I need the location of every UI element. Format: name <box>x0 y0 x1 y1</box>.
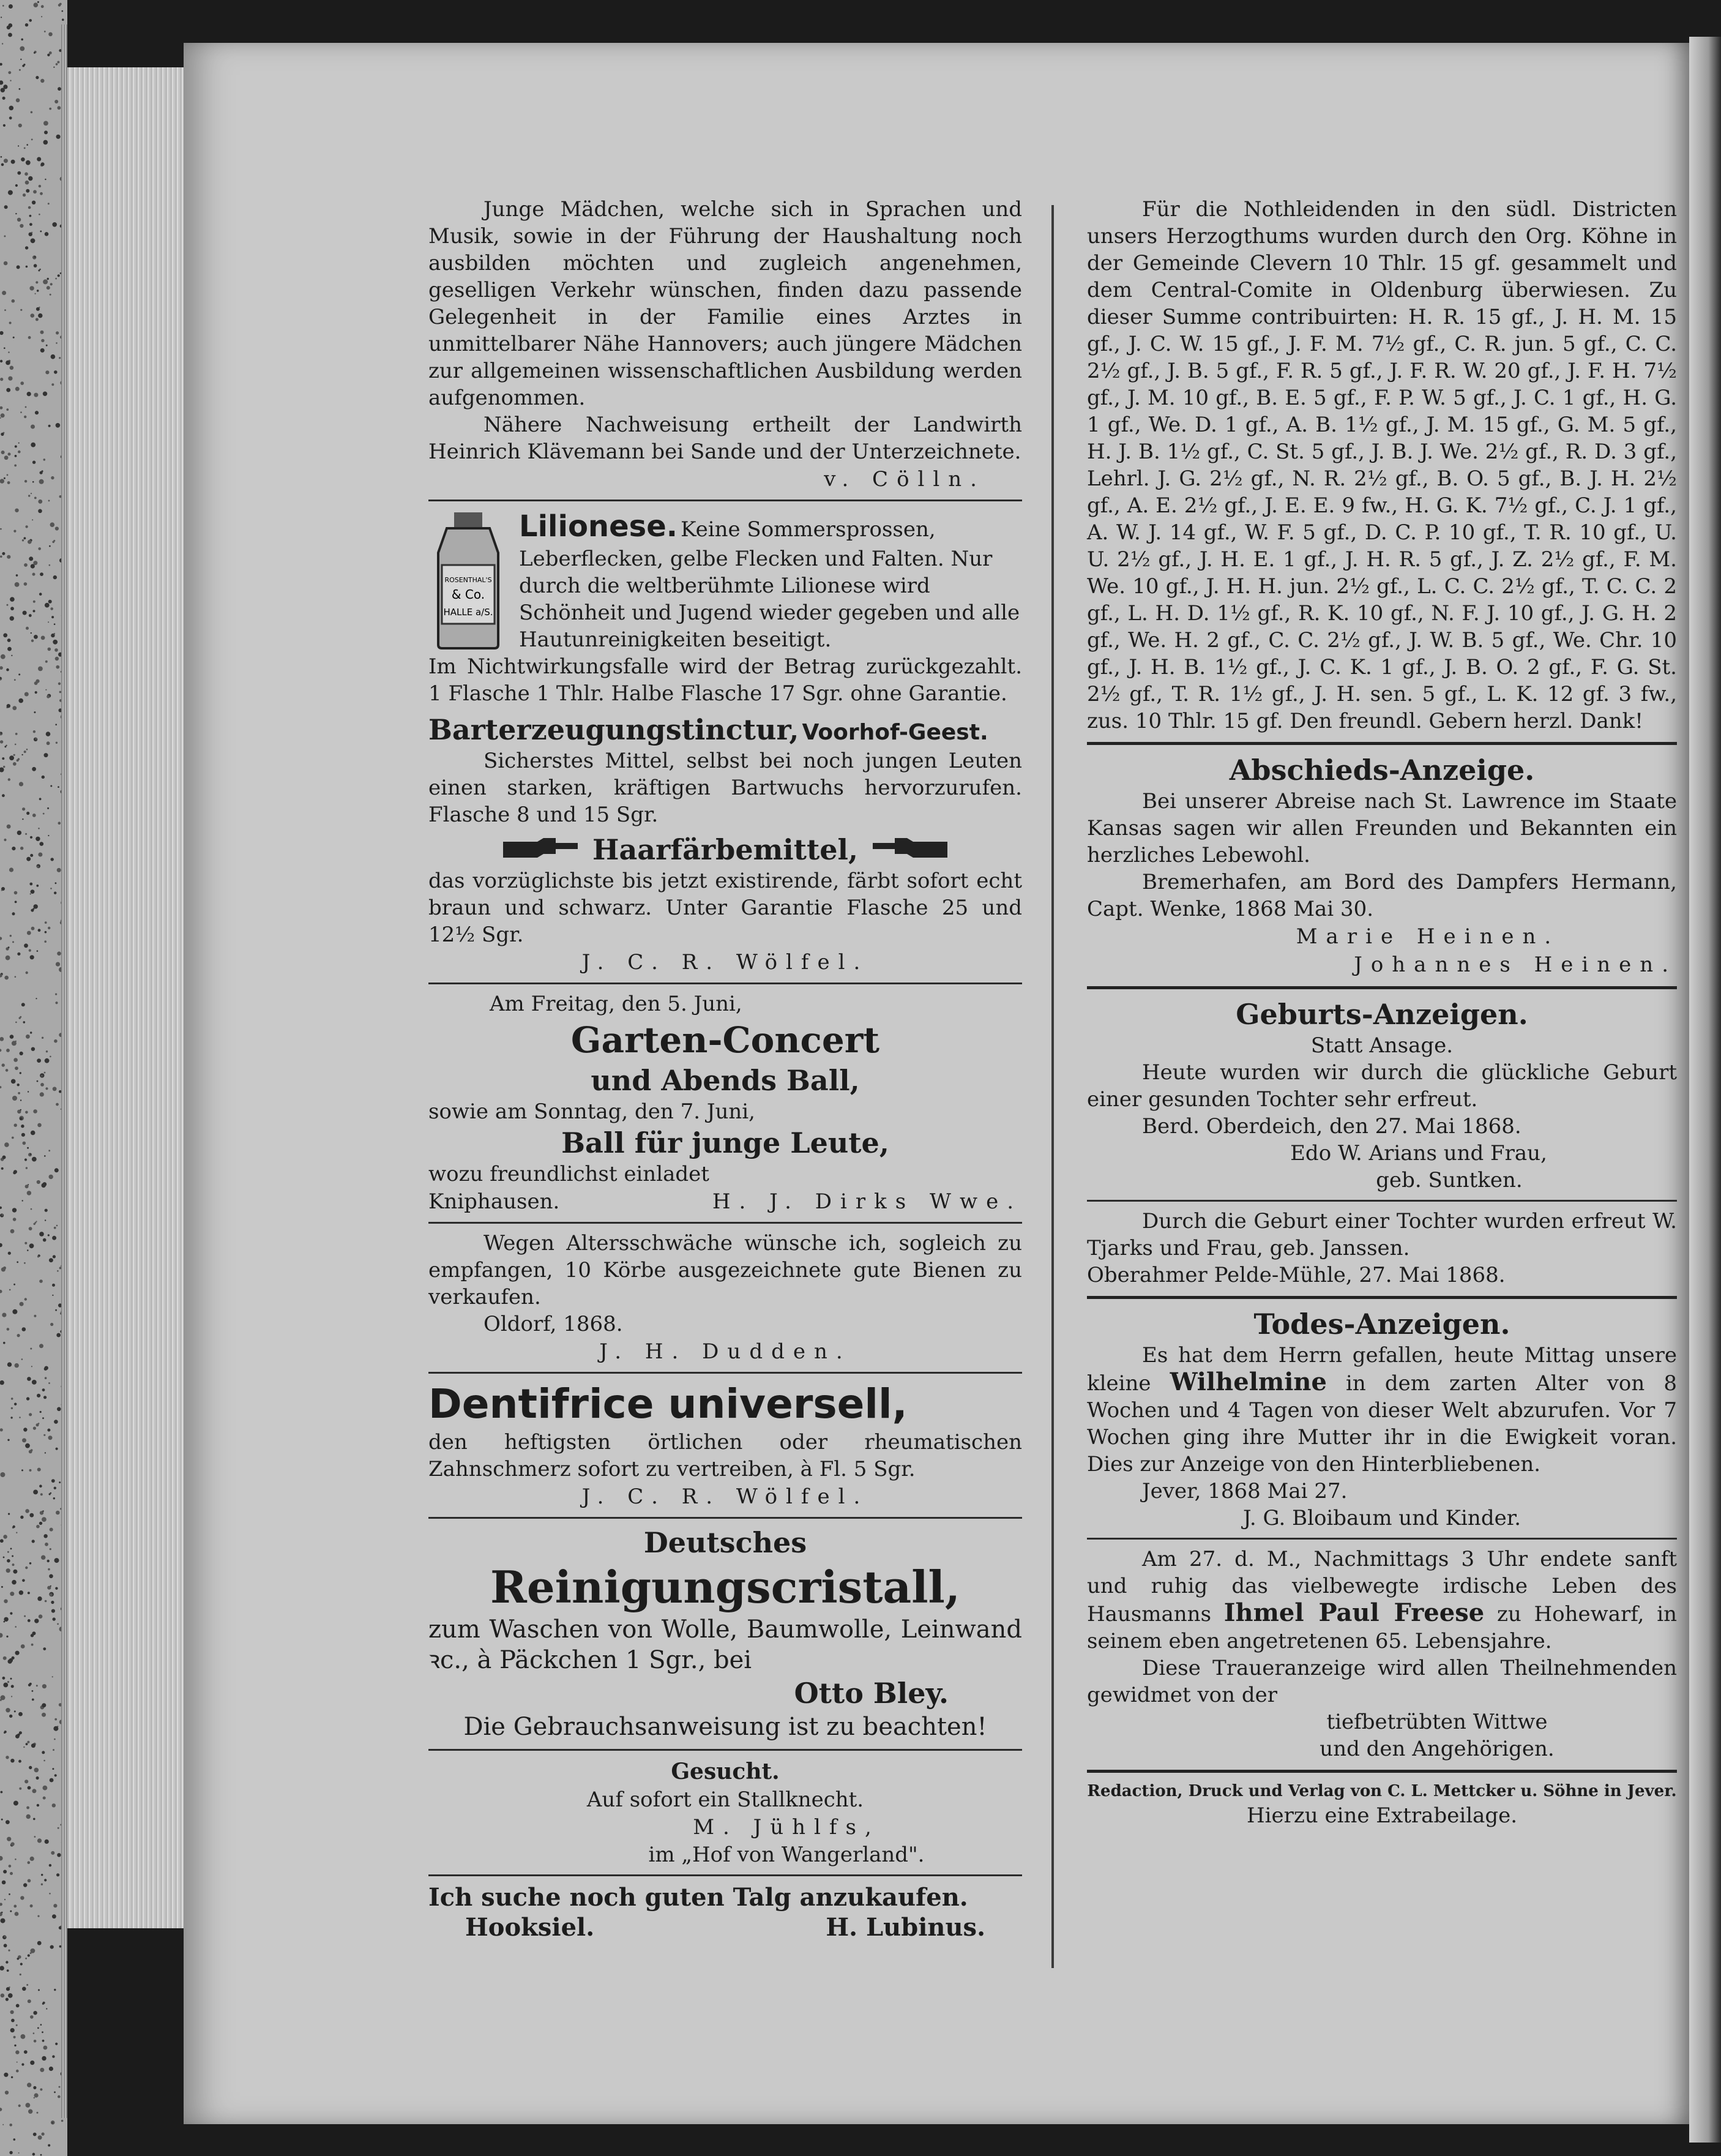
separator <box>1087 1296 1677 1299</box>
ad-concert-date: Am Freitag, den 5. Juni, <box>490 992 742 1016</box>
pointing-hand-icon <box>870 836 950 864</box>
book-block-edge <box>61 24 67 2118</box>
ad-talg-place: Hooksiel. <box>465 1913 595 1942</box>
ad-concert-invite: wozu freundlichst einladet <box>428 1162 709 1186</box>
bottle-label-2: & Co. <box>451 587 485 602</box>
separator <box>1087 1770 1677 1773</box>
ad-barterzeugung-title: Barterzeugungstinctur, <box>428 713 799 746</box>
separator <box>428 1517 1022 1519</box>
farewell-place: Bremerhafen, am Bord des Dampfers Hermann, Capt. Wenke, 1868 Mai 30. <box>1087 870 1677 921</box>
page-right-edge <box>1689 37 1721 2143</box>
ad-haarfaerbe-text: das vorzüglichste bis jetzt existirende, färbt sofort echt braun und schwarz. Unter Garantie Flasche 25 und 12½ Sgr. <box>428 869 1022 947</box>
ad-cristall-text: zum Waschen von Wolle, Baumwolle, Leinwand ꝛc., à Päckchen 1 Sgr., bei <box>428 1615 1022 1674</box>
ad-dentifrice-text: den heftigsten örtlichen oder rheumatischen Zahnschmerz sofort zu vertreiben, à Fl. 5 Sgr. <box>428 1430 1022 1481</box>
ad-cristall-pretitle: Deutsches <box>643 1526 807 1559</box>
imprint: Redaction, Druck und Verlag von C. L. Mettcker u. Söhne in Jever. <box>1087 1782 1677 1800</box>
births-title: Geburts-Anzeigen. <box>1236 998 1528 1031</box>
ad-haarfaerbe-title: Haarfärbemittel, <box>592 833 858 866</box>
separator <box>428 1874 1022 1876</box>
right-column <box>1087 196 1677 1829</box>
farewell-signature-1: Marie Heinen. <box>1296 924 1560 949</box>
deaths-text-b: in dem zarten Alter von 8 Wochen und 4 Tagen von dieser Welt abzurufen. Vor 7 Wochen ging ihre Mutter ihr in die Ewigkeit voran. Dies zur Anzeige von den Hinterbliebenen. <box>1087 1371 1677 1477</box>
ad-tutoring-text: Junge Mädchen, welche sich in Sprachen und Musik, sowie in der Führung der Haushaltung noch ausbilden möchten und zugleich angenehmen, geselligen Verkehr wünschen, finden dazu passende Gelegenheit in der Familie eines Arztes in unmittelbarer Nähe Hannovers; auch jüngere Mädchen zur allgemeinen wissenschaftlichen Ausbildung werden aufgenommen. <box>428 197 1022 410</box>
ad-bees-place: Oldorf, 1868. <box>483 1312 623 1336</box>
separator <box>1087 742 1677 745</box>
bottle-label-1: ROSENTHAL'S <box>444 576 492 584</box>
ad-concert-sunday: sowie am Sonntag, den 7. Juni, <box>428 1099 755 1124</box>
births-signature-2: geb. Suntken. <box>1376 1168 1523 1192</box>
deaths2-signature-2: und den Angehörigen. <box>1320 1737 1555 1761</box>
ad-concert-signature: H. J. Dirks Wwe. <box>712 1189 1022 1214</box>
separator <box>428 1749 1022 1751</box>
ad-dentifrice-signature: J. C. R. Wölfel. <box>581 1484 869 1509</box>
ad-gesucht-text: Auf sofort ein Stallknecht. <box>586 1787 864 1812</box>
ad-gesucht-title: Gesucht. <box>671 1759 780 1784</box>
separator <box>1087 986 1677 989</box>
deaths-text-a: Es hat dem Herrn gefallen, heute Mittag unsere kleine <box>1087 1343 1677 1396</box>
bottle-icon <box>428 510 508 651</box>
separator <box>1087 1200 1677 1202</box>
ad-barterzeugung-place: Voorhof-Geest. <box>802 720 988 745</box>
deaths2-text-b: zu Hohewarf, in seinem eben angetretenen 65. Lebensjahre. <box>1087 1602 1677 1653</box>
deaths-place: Jever, 1868 Mai 27. <box>1142 1479 1348 1503</box>
ad-haarfaerbe-header <box>428 832 1022 867</box>
ad-lilionese <box>428 507 1022 653</box>
supplement-note: Hierzu eine Extrabeilage. <box>1246 1803 1518 1828</box>
ad-dentifrice-title: Dentifrice universell, <box>428 1380 908 1428</box>
births-signature-1: Edo W. Arians und Frau, <box>1290 1141 1547 1166</box>
separator <box>428 500 1022 501</box>
ad-talg-text: Ich suche noch guten Talg anzukaufen. <box>428 1883 968 1912</box>
ad-haarfaerbe-signature: J. C. R. Wölfel. <box>581 950 869 975</box>
separator <box>1087 1538 1677 1540</box>
births-text-2: Durch die Geburt einer Tochter wurden erfreut W. Tjarks und Frau, geb. Janssen. <box>1087 1209 1677 1260</box>
ad-gesucht-signature: M. Jühlfs, <box>693 1815 880 1840</box>
ad-barterzeugung-text: Sicherstes Mittel, selbst bei noch jungen Leuten einen starken, kräftigen Bartwuchs hervorzurufen. Flasche 8 und 15 Sgr. <box>428 749 1022 827</box>
farewell-signature-2: Johannes Heinen. <box>1354 953 1677 977</box>
ad-tutoring-contact: Nähere Nachweisung ertheilt der Landwirth Heinrich Klävemann bei Sande und der Unterzeichnete. <box>428 413 1022 464</box>
column-divider <box>1051 205 1054 1968</box>
deaths-title: Todes-Anzeigen. <box>1253 1308 1510 1341</box>
deaths2-text-a: Am 27. d. M., Nachmittags 3 Uhr endete sanft und ruhig das vielbewegte irdische Leben des Hausmanns <box>1087 1547 1677 1626</box>
ad-talg-signature: H. Lubinus. <box>826 1913 985 1942</box>
ad-cristall-title: Reinigungscristall, <box>490 1561 960 1613</box>
separator <box>428 1372 1022 1374</box>
births-place: Berd. Oberdeich, den 27. Mai 1868. <box>1142 1114 1521 1139</box>
ad-cristall-note: Die Gebrauchsanweisung ist zu beachten! <box>463 1713 987 1741</box>
ad-lilionese-title: Lilionese. <box>519 509 678 544</box>
left-column <box>428 196 1022 1942</box>
ad-cristall-seller: Otto Bley. <box>794 1677 949 1710</box>
pointing-hand-icon <box>501 836 580 864</box>
farewell-title: Abschieds-Anzeige. <box>1229 754 1535 787</box>
farewell-text: Bei unserer Abreise nach St. Lawrence im Staate Kansas sagen wir allen Freunden und Bekannten ein herzliches Lebewohl. <box>1087 789 1677 867</box>
ad-concert-subtitle: und Abends Ball, <box>591 1064 860 1097</box>
births-text: Heute wurden wir durch die glückliche Geburt einer gesunden Tochter sehr erfreut. <box>1087 1060 1677 1112</box>
ad-concert-place: Kniphausen. <box>428 1189 560 1214</box>
ad-tutoring-signature: v. Cölln. <box>824 467 985 492</box>
deaths2-name: Ihmel Paul Freese <box>1223 1598 1485 1627</box>
ad-bees-signature: J. H. Dudden. <box>599 1339 851 1364</box>
bottle-label-3: HALLE a/S. <box>443 607 493 618</box>
deaths-name: Wilhelmine <box>1170 1368 1327 1396</box>
ad-concert-youth-ball: Ball für junge Leute, <box>561 1126 889 1159</box>
births-place-2: Oberahmer Pelde-Mühle, 27. Mai 1868. <box>1087 1263 1506 1287</box>
deaths-signature: J. G. Bloibaum und Kinder. <box>1242 1506 1521 1530</box>
deaths2-text-2: Diese Traueranzeige wird allen Theilnehmenden gewidmet von der <box>1087 1656 1677 1707</box>
separator <box>428 1222 1022 1224</box>
ad-lilionese-desc: Keine Sommersprossen, Leberflecken, gelbe Flecken und Falten. Nur durch die weltberühmte Lilionese wird Schönheit und Jugend wieder gegeben und alle Hautunreinigkeiten beseitigt. <box>519 517 1020 652</box>
donation-list: Für die Nothleidenden in den südl. Districten unsers Herzogthums wurden durch den Org. Köhne in der Gemeinde Clevern 10 Thlr. 15 gf. gesammelt und dem Central-Comite in Oldenburg überwiesen. Zu dieser Summe contribuirten: H. R. 15 gf., J. H. M. 15 gf., J. C. W. 15 gf., J. F. M. 7½ gf., C. R. jun. 5 gf., C. C. 2½ gf., J. B. 5 gf., F. R. 5 gf., J. F. R. W. 20 gf., J. F. H. 7½ gf., J. M. 10 gf., B. E. 5 gf., F. P. W. 5 gf., J. C. 1 gf., H. G. 1 gf., We. D. 1 gf., A. B. 1½ gf., J. M. 15 gf., G. M. 5 gf., H. J. B. 1½ gf., C. St. 5 gf., J. B. J. We. 2½ gf., R. D. 3 gf., Lehrl. J. G. 2½ gf., N. R. 2½ gf., B. O. 5 gf., B. J. H. 2½ gf., A. E. 2½ gf., J. E. E. 9 fw., H. G. K. 7½ gf., C. J. 1 gf., A. W. J. 14 gf., W. F. 5 gf., D. C. P. 10 gf., T. R. 10 gf., U. U. 2½ gf., J. H. E. 1 gf., J. H. R. 5 gf., J. Z. 2½ gf., F. M. We. 10 gf., J. H. H. jun. 2½ gf., L. C. C. 2½ gf., T. C. C. 2 gf., L. H. D. 1½ gf., R. K. 10 gf., N. F. J. 10 gf., J. G. H. 2 gf., We. H. 2 gf., C. C. 2½ gf., J. W. B. 5 gf., We. Chr. 10 gf., J. H. B. 1½ gf., J. C. K. 1 gf., J. B. O. 2 gf., F. G. St. 2½ gf., T. R. 1½ gf., J. H. sen. 5 gf., L. K. 12 gf. 3 fw., zus. 10 Thlr. 15 gf. Den freundl. Gebern herzl. Dank! <box>1087 197 1677 733</box>
ad-bees-text: Wegen Altersschwäche wünsche ich, sogleich zu empfangen, 10 Körbe ausgezeichnete gute Bienen zu verkaufen. <box>428 1231 1022 1309</box>
separator <box>428 983 1022 984</box>
ad-gesucht-place: im „Hof von Wangerland". <box>648 1843 925 1867</box>
births-subtitle: Statt Ansage. <box>1310 1033 1454 1058</box>
ad-lilionese-price: Im Nichtwirkungsfalle wird der Betrag zurückgezahlt. 1 Flasche 1 Thlr. Halbe Flasche 17 Sgr. ohne Garantie. <box>428 654 1022 706</box>
deaths2-signature-1: tiefbetrübten Wittwe <box>1326 1710 1548 1734</box>
ad-concert-title: Garten-Concert <box>570 1019 880 1061</box>
